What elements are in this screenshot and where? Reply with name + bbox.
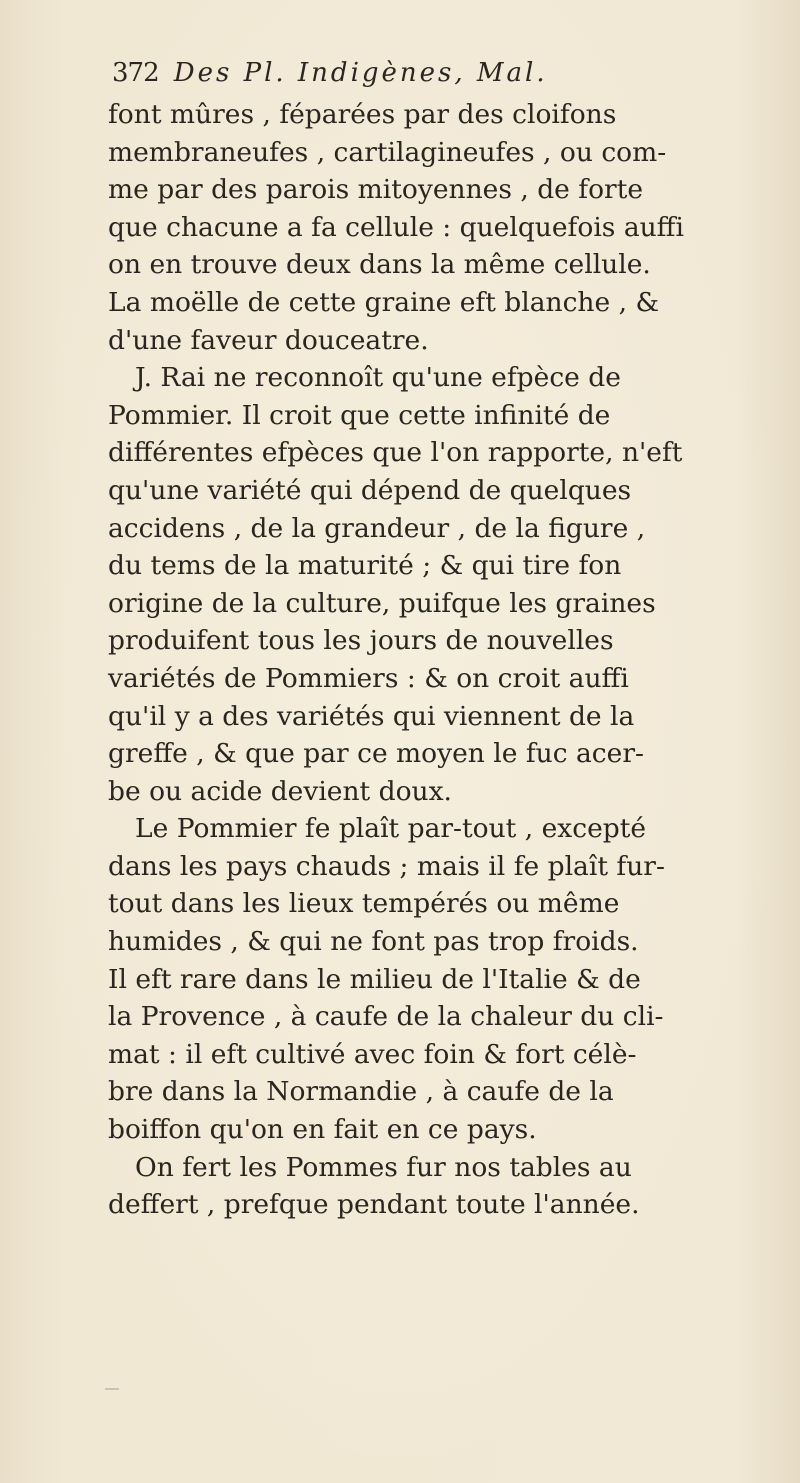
text-line: deffert , prefque pendant toute l'année. <box>108 1189 640 1221</box>
text-line: mat : il eft cultivé avec foin & fort célè- <box>108 1038 637 1070</box>
text-line: font mûres , féparées par des cloifons <box>108 99 617 130</box>
text-line: origine de la culture, puifque les graines <box>108 587 656 619</box>
text-line: membraneufes , cartilagineufes , ou com- <box>108 136 667 168</box>
text-line: bre dans la Normandie , à caufe de la <box>108 1076 614 1108</box>
text-line: me par des parois mitoyennes , de forte <box>108 174 644 206</box>
text-line: La moëlle de cette graine eft blanche , & <box>108 286 660 318</box>
text-line: tout dans les lieux tempérés ou même <box>108 888 620 920</box>
text-line: accidens , de la grandeur , de la figure , <box>108 512 646 544</box>
text-line: la Provence , à caufe de la chaleur du cli- <box>108 1001 664 1033</box>
text-line: Il eft rare dans le milieu de l'Italie & de <box>108 963 641 995</box>
text-line: variétés de Pommiers : & on croit auffi <box>108 662 629 694</box>
paragraph-start-line: On fert les Pommes fur nos tables au <box>135 1151 632 1183</box>
body-text <box>108 96 768 1224</box>
text-line: dans les pays chauds ; mais il fe plaît fur- <box>108 850 665 882</box>
paragraph-start-line: J. Rai ne reconnoît qu'une efpèce de <box>135 362 621 394</box>
text-line: on en trouve deux dans la même cellule. <box>108 249 651 281</box>
text-line: be ou acide devient doux. <box>108 775 452 807</box>
text-line: boiffon qu'on en fait en ce pays. <box>108 1114 537 1146</box>
text-line: greffe , & que par ce moyen le fuc acer- <box>108 738 644 770</box>
paragraph-start-line: Le Pommier fe plaît par-tout , excepté <box>135 813 647 845</box>
running-title: Des Pl. Indigènes, Mal. <box>173 58 548 88</box>
page-header <box>112 58 752 98</box>
text-line: Pommier. Il croit que cette infinité de <box>108 399 611 431</box>
text-line: d'une faveur douceatre. <box>108 324 429 356</box>
text-line: différentes efpèces que l'on rapporte, n'eft <box>108 437 683 469</box>
page-number: 372 <box>112 58 159 88</box>
text-line: produifent tous les jours de nouvelles <box>108 625 614 657</box>
text-line: qu'il y a des variétés qui viennent de la <box>108 700 635 732</box>
text-line: humides , & qui ne font pas trop froids. <box>108 926 639 958</box>
ink-mark <box>105 1388 119 1390</box>
text-line: qu'une variété qui dépend de quelques <box>108 474 632 506</box>
text-line: que chacune a fa cellule : quelquefois auffi <box>108 211 684 243</box>
text-line: du tems de la maturité ; & qui tire fon <box>108 550 622 582</box>
